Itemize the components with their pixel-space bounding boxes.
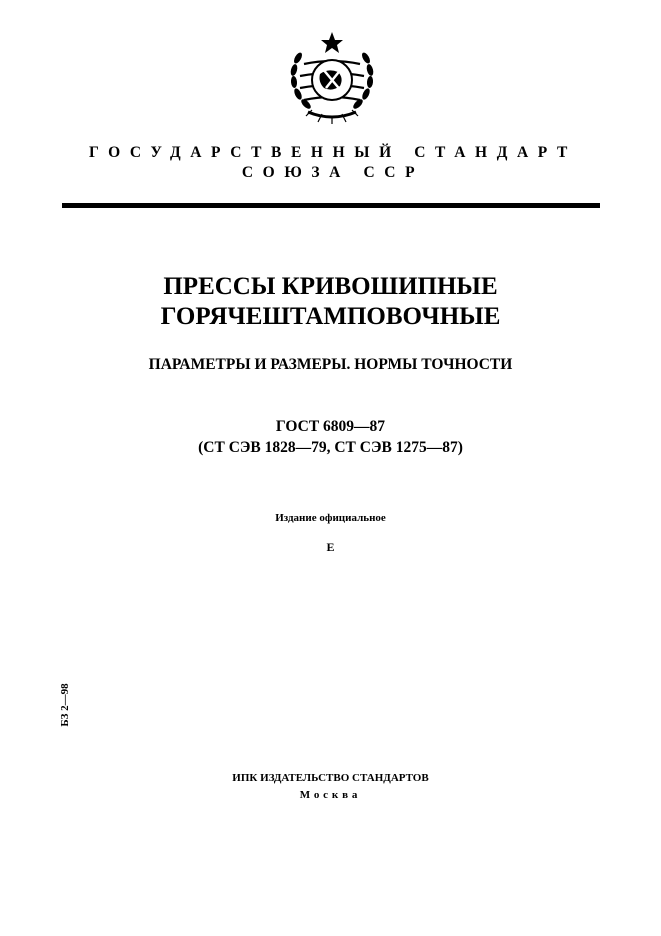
state-emblem-icon bbox=[282, 28, 382, 128]
publisher-city: Москва bbox=[299, 789, 362, 801]
document-title bbox=[0, 272, 661, 332]
org-name-line1: ГОСУДАРСТВЕННЫЙ СТАНДАРТ bbox=[88, 144, 577, 161]
gost-block bbox=[0, 416, 661, 458]
title-line2: ГОРЯЧЕШТАМПОВОЧНЫЕ bbox=[160, 303, 501, 330]
title-line1: ПРЕССЫ КРИВОШИПНЫЕ bbox=[163, 273, 498, 300]
gost-number: ГОСТ 6809—87 bbox=[275, 418, 386, 435]
edition-letter: Е bbox=[326, 540, 335, 554]
header-divider bbox=[62, 203, 600, 208]
document-subtitle: ПАРАМЕТРЫ И РАЗМЕРЫ. НОРМЫ ТОЧНОСТИ bbox=[148, 356, 513, 373]
side-catalog-code bbox=[53, 680, 77, 730]
side-catalog-code-text: БЗ 2—98 bbox=[59, 683, 71, 727]
publisher-name: ИПК ИЗДАТЕЛЬСТВО СТАНДАРТОВ bbox=[232, 772, 429, 784]
org-name-line2: СОЮЗА ССР bbox=[241, 164, 425, 181]
gost-related-standards: (СТ СЭВ 1828—79, СТ СЭВ 1275—87) bbox=[198, 439, 463, 456]
edition-label: Издание официальное bbox=[275, 512, 386, 524]
